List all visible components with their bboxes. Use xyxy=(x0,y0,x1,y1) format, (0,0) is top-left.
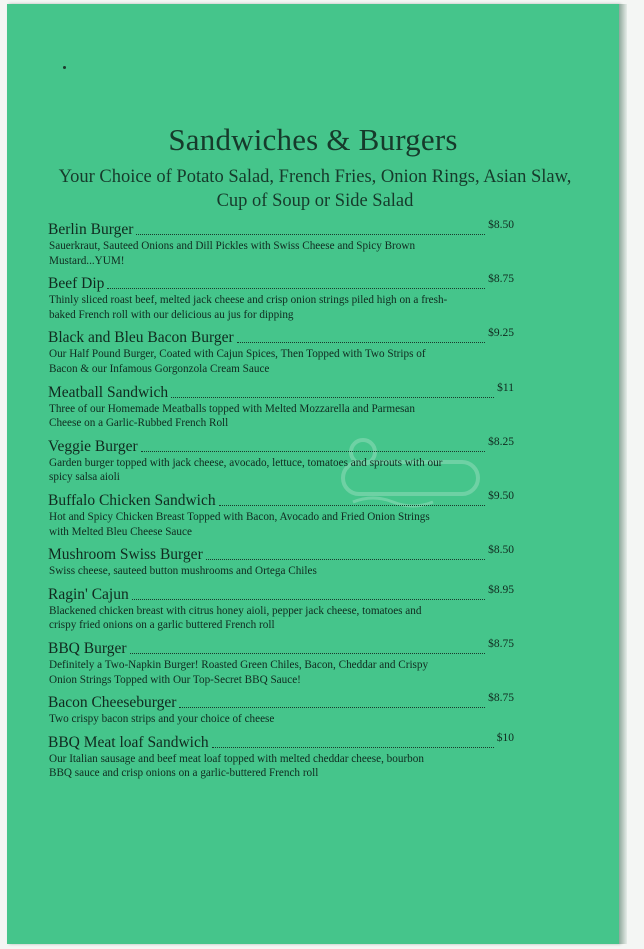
item-description: Sauerkraut, Sauteed Onions and Dill Pickles with Swiss Cheese and Spicy Brown Mustard...YUM! xyxy=(49,240,416,267)
item-description: Blackened chicken breast with citrus honey aioli, pepper jack cheese, tomatoes and crispy fried onions on a garlic buttered French roll xyxy=(49,604,422,632)
item-name: Mushroom Swiss Burger xyxy=(48,546,203,564)
item-description: Our Half Pound Burger, Coated with Cajun Spices, Then Topped with Two Strips of Bacon & our Infamous Gorgonzola Cream Sauce xyxy=(49,348,426,375)
item-price: $10 xyxy=(496,731,514,744)
item-description: Swiss cheese, sauteed button mushrooms and Ortega Chiles xyxy=(49,565,317,578)
item-description: Definitely a Two-Napkin Burger! Roasted Green Chiles, Bacon, Cheddar and Crispy Onion Strings Topped with Our Top-Secret BBQ Sauce! xyxy=(49,658,429,686)
item-name: BBQ Meat loaf Sandwich xyxy=(48,733,209,751)
dot-leader xyxy=(171,397,494,398)
item-price: $9.25 xyxy=(488,327,514,340)
item-description: Two crispy bacon strips and your choice of cheese xyxy=(49,713,275,726)
item-price: $8.25 xyxy=(488,435,514,448)
dot-leader xyxy=(219,505,486,506)
item-price: $8.75 xyxy=(488,273,514,286)
item-price: $8.95 xyxy=(488,583,514,596)
item-description: Hot and Spicy Chicken Breast Topped with Bacon, Avocado and Fried Onion Strings with Melted Bleu Cheese Sauce xyxy=(49,510,430,538)
dot-leader xyxy=(212,747,494,748)
menu-item xyxy=(48,490,514,539)
menu-item xyxy=(48,273,514,322)
dot-leader xyxy=(206,559,485,560)
dot-leader xyxy=(132,599,485,600)
menu-item xyxy=(48,544,514,579)
menu-item xyxy=(48,327,514,376)
item-price: $11 xyxy=(497,381,514,394)
item-description: Thinly sliced roast beef, melted jack cheese and crisp onion strings piled high on a fresh-baked French roll with our delicious au jus for dipping xyxy=(49,294,448,321)
item-price: $8.50 xyxy=(488,544,514,557)
item-name: Beef Dip xyxy=(48,275,105,293)
item-name: Berlin Burger xyxy=(48,221,134,238)
side-choice-note: Your Choice of Potato Salad, French Fries, Onion Rings, Asian Slaw, Cup of Soup or Side Salad xyxy=(58,167,572,211)
menu-item xyxy=(48,692,514,727)
dot-leader xyxy=(141,451,485,452)
dot-leader xyxy=(237,342,485,343)
item-name: Veggie Burger xyxy=(48,437,138,455)
item-name: Ragin' Cajun xyxy=(48,585,129,603)
dot-leader xyxy=(136,234,485,235)
item-name: Black and Bleu Bacon Burger xyxy=(48,329,234,347)
item-description: Our Italian sausage and beef meat loaf topped with melted cheddar cheese, bourbon BBQ sauce and crisp onions on a garlic-buttered French roll xyxy=(49,752,424,780)
item-price: $8.75 xyxy=(488,692,514,705)
dot-leader xyxy=(130,653,486,654)
item-description: Garden burger topped with jack cheese, avocado, lettuce, tomatoes and sprouts with our spicy salsa aioli xyxy=(49,456,443,484)
menu-item xyxy=(48,584,514,633)
menu-list xyxy=(48,219,514,786)
ink-speck xyxy=(63,66,66,69)
item-description: Three of our Homemade Meatballs topped with Melted Mozzarella and Parmesan Cheese on a Garlic-Rubbed French Roll xyxy=(49,402,415,430)
dot-leader xyxy=(107,288,485,289)
item-name: BBQ Burger xyxy=(48,639,127,657)
menu-item xyxy=(48,219,514,268)
menu-item xyxy=(48,638,514,687)
item-name: Bacon Cheeseburger xyxy=(48,694,177,712)
item-price: $8.50 xyxy=(488,219,514,231)
menu-item xyxy=(48,382,514,431)
item-name: Buffalo Chicken Sandwich xyxy=(48,491,216,509)
item-price: $9.50 xyxy=(488,489,514,502)
menu-page xyxy=(7,4,619,944)
section-title: Sandwiches & Burgers xyxy=(168,122,458,157)
dot-leader xyxy=(179,707,485,708)
item-price: $8.75 xyxy=(488,637,514,650)
menu-item xyxy=(48,732,514,781)
menu-item xyxy=(48,436,514,485)
item-name: Meatball Sandwich xyxy=(48,383,169,401)
